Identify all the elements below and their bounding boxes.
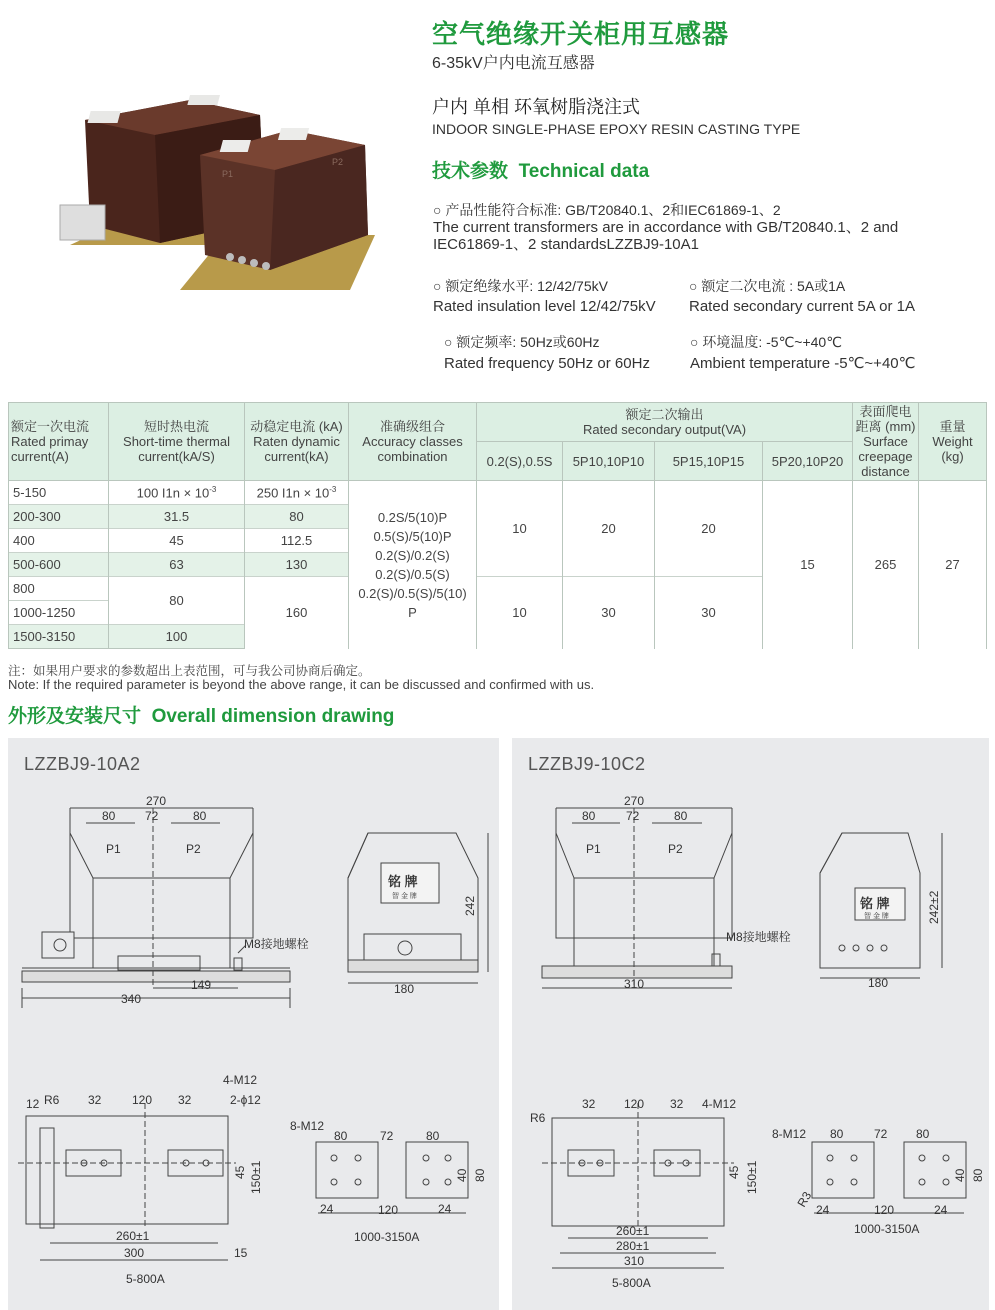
front-view xyxy=(22,808,290,1008)
dim-80b: 80 xyxy=(674,809,688,823)
output-5p20: 15 xyxy=(763,481,853,649)
dim-310: 310 xyxy=(624,977,645,991)
spec-secondary-current: ○ 额定二次电流 : 5A或1A Rated secondary current 5A or 1A xyxy=(689,278,915,315)
dim-260: 260±1 xyxy=(116,1229,150,1243)
output-a-0: 10 xyxy=(477,481,563,577)
label-p1: P1 xyxy=(586,842,601,856)
label-4m12: 4-M12 xyxy=(223,1073,258,1087)
technical-data-table xyxy=(8,402,987,649)
accuracy-cell: 0.2S/5(10)P 0.5(S)/5(10)P 0.2(S)/0.2(S) 0.2(S)/0.5(S) 0.2(S)/0.5(S)/5(10) P xyxy=(349,481,477,649)
label-8m12: 8-M12 xyxy=(772,1127,807,1141)
dim-242: 242 xyxy=(463,895,477,916)
dim-310b: 310 xyxy=(624,1254,645,1268)
output-a-1: 20 xyxy=(563,481,655,577)
drawing-panel-left xyxy=(8,738,499,1310)
sdim-40: 40 xyxy=(455,1168,469,1182)
header-output-2: 5P15,10P15 xyxy=(655,442,763,481)
range-label: 5-800A xyxy=(612,1276,651,1290)
header-primary: 额定一次电流 Rated primay current(A) xyxy=(9,403,109,481)
front-view xyxy=(542,808,732,988)
thermal-cell: 63 xyxy=(109,553,245,577)
dim-80a: 80 xyxy=(102,809,116,823)
sdim-24a: 24 xyxy=(320,1202,334,1216)
drawing-right xyxy=(512,738,989,1310)
dynamic-cell: 112.5 xyxy=(245,529,349,553)
thermal-cell: 31.5 xyxy=(109,505,245,529)
bolt-label: M8接地螺栓 xyxy=(244,937,309,951)
sdim-80c: 80 xyxy=(971,1168,985,1182)
tech-heading-cn: 技术参数 xyxy=(432,161,509,182)
dim-149: 149 xyxy=(191,978,212,992)
sdim-24a: 24 xyxy=(816,1203,830,1217)
thermal-cell: 100 xyxy=(109,625,245,649)
range-label: 5-800A xyxy=(126,1272,165,1286)
srange-label: 1000-3150A xyxy=(354,1230,420,1244)
dynamic-cell: 160 xyxy=(245,577,349,649)
dim-80b: 80 xyxy=(193,809,207,823)
label-4m12: 4-M12 xyxy=(702,1097,737,1111)
sdim-72: 72 xyxy=(874,1127,888,1141)
dim-32b: 32 xyxy=(670,1097,684,1111)
primary-cell: 5-150 xyxy=(9,481,109,505)
dim-150: 150±1 xyxy=(249,1160,263,1194)
header-thermal: 短时热电流 Short-time thermal current(kA/S) xyxy=(109,403,245,481)
dim-180: 180 xyxy=(394,982,415,996)
sdim-80c: 80 xyxy=(473,1168,487,1182)
page-title: 空气绝缘开关柜用互感器 xyxy=(432,19,730,49)
dim-120: 120 xyxy=(132,1093,153,1107)
note-en: Note: If the required parameter is beyond the above range, it can be discussed and confirmed with us. xyxy=(8,677,595,692)
primary-cell: 400 xyxy=(9,529,109,553)
note-cn: 注：如果用户要求的参数超出上表范围，可与我公司协商后确定。 xyxy=(8,664,371,678)
sdim-120: 120 xyxy=(874,1203,895,1217)
nameplate-label: 铭 牌 xyxy=(860,896,890,911)
header-weight: 重量 Weight (kg) xyxy=(919,403,987,481)
dim-32b: 32 xyxy=(178,1093,192,1107)
header-output-1: 5P10,10P10 xyxy=(563,442,655,481)
dim-15: 15 xyxy=(234,1246,248,1260)
dim-242: 242±2 xyxy=(927,890,941,924)
model-title: LZZBJ9-10C2 xyxy=(528,754,646,774)
sdim-80a: 80 xyxy=(830,1127,844,1141)
primary-cell: 800 xyxy=(9,577,109,601)
thermal-cell: 100 $I1n \times 10^{-3}$ xyxy=(109,481,245,505)
sdim-24b: 24 xyxy=(438,1202,452,1216)
header-dynamic: 动稳定电流 (kA) Raten dynamic current(kA) xyxy=(245,403,349,481)
dynamic-cell: 250 $I1n \times 10^{-3}$ xyxy=(245,481,349,505)
dim-32a: 32 xyxy=(582,1097,596,1111)
primary-cell: 1000-1250 xyxy=(9,601,109,625)
dim-270: 270 xyxy=(624,794,645,808)
thermal-cell: 45 xyxy=(109,529,245,553)
label-p2: P2 xyxy=(186,842,201,856)
label-r3: R3 xyxy=(794,1189,815,1210)
srange-label: 1000-3150A xyxy=(854,1222,920,1236)
bolt-label: M8接地螺栓 xyxy=(726,930,791,944)
sdim-80b: 80 xyxy=(916,1127,930,1141)
dim-12: 12 xyxy=(26,1097,40,1111)
output-b-1: 30 xyxy=(563,577,655,649)
output-b-0: 10 xyxy=(477,577,563,649)
sdim-72: 72 xyxy=(380,1129,394,1143)
sdim-120: 120 xyxy=(378,1203,399,1217)
page-subtitle: 6-35kV户内电流互感器 xyxy=(432,55,595,72)
type-en: INDOOR SINGLE-PHASE EPOXY RESIN CASTING TYPE xyxy=(432,121,801,137)
dim-270: 270 xyxy=(146,794,167,808)
dim-180: 180 xyxy=(868,976,889,990)
dim-260: 260±1 xyxy=(616,1224,650,1238)
dim-45: 45 xyxy=(727,1165,741,1179)
sdim-40: 40 xyxy=(953,1168,967,1182)
header-creepage: 表面爬电 距离 (mm) Surface creepage distance xyxy=(853,403,919,481)
drawing-panel-right xyxy=(512,738,989,1310)
header-output-0: 0.2(S),0.5S xyxy=(477,442,563,481)
terminal-box xyxy=(60,205,105,240)
photo-label-p2: P2 xyxy=(332,157,344,167)
output-a-2: 20 xyxy=(655,481,763,577)
primary-cell: 1500-3150 xyxy=(9,625,109,649)
label-2phi12: 2-ϕ12 xyxy=(230,1093,261,1107)
nameplate-sub: 智 金 牌 xyxy=(392,893,417,900)
dynamic-cell: 80 xyxy=(245,505,349,529)
dim-340: 340 xyxy=(121,992,142,1006)
dim-150: 150±1 xyxy=(745,1160,759,1194)
dim-80a: 80 xyxy=(582,809,596,823)
spec-standard: ○ 产品性能符合标准: GB/T20840.1、2和IEC61869-1、2 The current transformers are in accordance with GB/T20840.1、2 and IEC61869-1、2 standardsLZZBJ9-10A1 xyxy=(433,202,899,253)
dim-280: 280±1 xyxy=(616,1239,650,1253)
sdim-80a: 80 xyxy=(334,1129,348,1143)
creepage-cell: 265 xyxy=(853,481,919,649)
dim-r6: R6 xyxy=(530,1111,546,1125)
header-accuracy: 准确级组合 Accuracy classes combination xyxy=(349,403,477,481)
thermal-cell: 80 xyxy=(109,577,245,625)
label-p2: P2 xyxy=(668,842,683,856)
dim-72: 72 xyxy=(145,809,159,823)
sdim-80b: 80 xyxy=(426,1129,440,1143)
spec-temperature: ○ 环境温度: -5℃~+40℃ Ambient temperature -5℃~+40℃ xyxy=(690,334,916,372)
output-b-2: 30 xyxy=(655,577,763,649)
spec-frequency: ○ 额定频率: 50Hz或60Hz Rated frequency 50Hz or 60Hz xyxy=(444,334,650,372)
nameplate-sub: 智 金 牌 xyxy=(864,913,889,920)
label-p1: P1 xyxy=(106,842,121,856)
dim-72: 72 xyxy=(626,809,640,823)
dim-120: 120 xyxy=(624,1097,645,1111)
model-title: LZZBJ9-10A2 xyxy=(24,754,141,774)
drawing-left xyxy=(8,738,499,1310)
dynamic-cell: 130 xyxy=(245,553,349,577)
header-secondary-output: 额定二次输出 Rated secondary output(VA) xyxy=(477,403,853,442)
primary-cell: 200-300 xyxy=(9,505,109,529)
dim-r6: R6 xyxy=(44,1093,60,1107)
weight-cell: 27 xyxy=(919,481,987,649)
product-photo xyxy=(50,95,380,305)
spec-insulation: ○ 额定绝缘水平: 12/42/75kV Rated insulation level 12/42/75kV xyxy=(433,278,656,315)
dimension-heading: 外形及安装尺寸 Overall dimension drawing xyxy=(8,706,395,727)
sdim-24b: 24 xyxy=(934,1203,948,1217)
primary-cell: 500-600 xyxy=(9,553,109,577)
dim-32a: 32 xyxy=(88,1093,102,1107)
tech-heading-en: Technical data xyxy=(518,161,650,182)
label-8m12: 8-M12 xyxy=(290,1119,325,1133)
photo-label-p1: P1 xyxy=(222,169,234,179)
type-cn: 户内 单相 环氧树脂浇注式 xyxy=(432,97,641,117)
dim-45: 45 xyxy=(233,1165,247,1179)
dim-300: 300 xyxy=(124,1246,145,1260)
technical-data-heading xyxy=(432,156,649,183)
header-output-3: 5P20,10P20 xyxy=(763,442,853,481)
nameplate-label: 铭 牌 xyxy=(388,874,418,889)
